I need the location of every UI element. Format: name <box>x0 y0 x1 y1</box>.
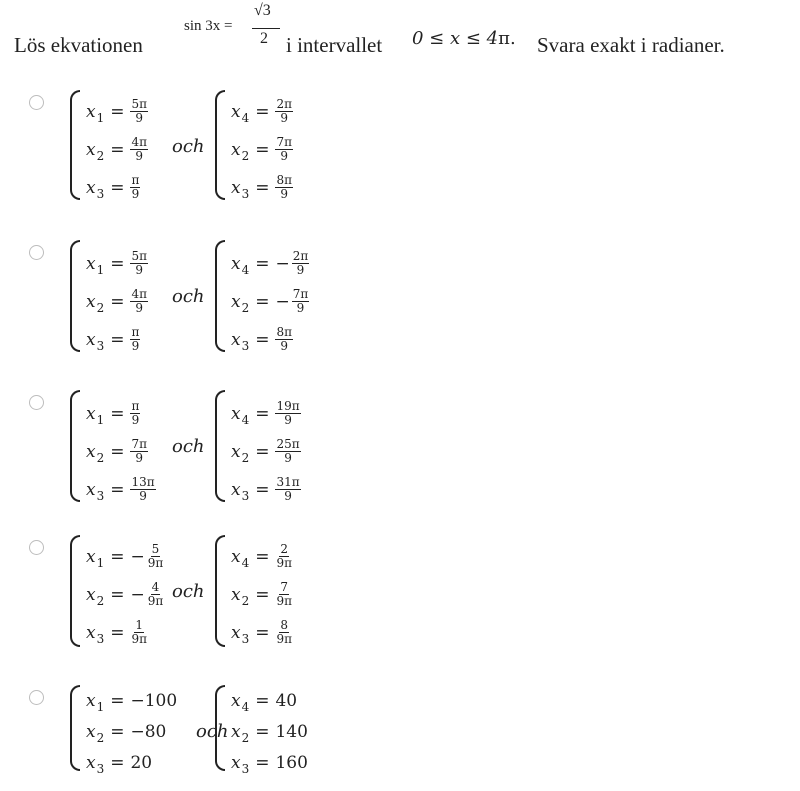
equation-row <box>231 400 301 427</box>
variable: $x_4$ <box>231 101 250 125</box>
subscript: 3 <box>241 631 250 646</box>
denominator: 9 <box>135 451 144 465</box>
interval-pi: π. <box>498 28 516 49</box>
brace <box>70 535 80 647</box>
equals-sign: = <box>255 479 270 500</box>
value: 140 <box>275 722 308 742</box>
brace <box>215 240 225 352</box>
subscript: 4 <box>241 700 250 714</box>
denominator: 9 <box>296 263 305 277</box>
denominator: 9 <box>280 149 289 163</box>
equation-row <box>231 250 309 277</box>
minus-sign: − <box>275 253 290 274</box>
fraction <box>147 581 165 608</box>
question-text-middle: i intervallet <box>286 33 383 57</box>
equation-row <box>231 476 301 503</box>
numerator: 7π <box>276 135 293 149</box>
equation-row <box>231 98 293 125</box>
och-label: och <box>172 136 205 157</box>
equation-row <box>86 581 164 608</box>
denominator: 9π <box>147 556 164 570</box>
numerator: 8π <box>276 173 293 187</box>
equation-row <box>86 250 148 277</box>
numerator: 4π <box>131 287 148 301</box>
equals-sign: = <box>110 753 125 773</box>
answer-option[interactable] <box>0 685 800 781</box>
equation-lhs: sin 3x = <box>184 18 233 34</box>
numerator: 8π <box>276 325 293 339</box>
subscript: 2 <box>241 148 250 163</box>
fraction <box>275 619 293 646</box>
equation-row <box>86 476 156 503</box>
fraction <box>130 326 140 353</box>
denominator: 9 <box>135 149 144 163</box>
subscript: 1 <box>96 110 105 125</box>
equation-row <box>86 400 140 427</box>
denominator: 9π <box>276 632 293 646</box>
equation-row <box>86 438 148 465</box>
left-system <box>70 685 200 776</box>
equation-row <box>231 174 293 201</box>
variable: $x_3$ <box>231 622 250 646</box>
equation-row <box>231 438 301 465</box>
variable: $x_2$ <box>86 291 105 315</box>
denominator: 9π <box>147 594 164 608</box>
numerator: 2 <box>280 542 289 556</box>
numerator: 4 <box>151 580 160 594</box>
fraction <box>130 98 148 125</box>
numerator: π <box>131 173 140 187</box>
equation-row <box>231 619 293 646</box>
equals-sign: = <box>110 584 125 605</box>
fraction <box>147 543 165 570</box>
variable: $x_2$ <box>86 722 105 745</box>
fraction <box>130 400 140 427</box>
numerator: 8 <box>280 618 289 632</box>
variable: $x_3$ <box>86 329 105 353</box>
minus-sign: − <box>275 291 290 312</box>
variable: $x_2$ <box>86 584 105 608</box>
subscript: 4 <box>241 412 250 427</box>
subscript: 3 <box>241 338 250 353</box>
equation-row <box>86 722 167 745</box>
denominator: 9 <box>280 111 289 125</box>
fraction <box>130 136 148 163</box>
subscript: 2 <box>241 593 250 608</box>
fraction <box>130 250 148 277</box>
denominator: 9 <box>280 339 289 353</box>
denominator: 9 <box>131 413 140 427</box>
denominator: 9 <box>284 451 292 465</box>
och-label: och <box>172 286 205 307</box>
right-system <box>215 685 345 776</box>
equals-sign: = <box>110 177 125 198</box>
interval-expression: 0 ≤ x ≤ 4 <box>412 28 499 49</box>
subscript: 2 <box>96 731 105 745</box>
equals-sign: = <box>255 253 270 274</box>
equation-numerator: √3 <box>254 2 271 19</box>
subscript: 3 <box>241 186 250 201</box>
variable: $x_2$ <box>86 441 105 465</box>
variable: $x_3$ <box>86 177 105 201</box>
brace <box>70 240 80 352</box>
denominator: 9π <box>276 594 293 608</box>
brace <box>70 390 80 502</box>
equals-sign: = <box>255 584 270 605</box>
equation-row <box>86 543 164 570</box>
variable: $x_3$ <box>86 479 105 503</box>
equals-sign: = <box>255 722 270 742</box>
denominator: 9 <box>131 187 140 201</box>
denominator: 9π <box>276 556 293 570</box>
equals-sign: = <box>110 622 125 643</box>
value: 20 <box>130 753 153 773</box>
equals-sign: = <box>255 622 270 643</box>
numerator: 31π <box>276 475 300 489</box>
denominator: 9 <box>284 489 292 503</box>
equals-sign: = <box>255 329 270 350</box>
equals-sign: = <box>110 691 125 711</box>
variable: $x_4$ <box>231 546 250 570</box>
och-label: och <box>172 436 205 457</box>
variable: $x_3$ <box>231 177 250 201</box>
equals-sign: = <box>110 253 125 274</box>
fraction <box>275 400 300 427</box>
subscript: 1 <box>96 555 105 570</box>
fraction <box>275 136 293 163</box>
variable: $x_3$ <box>231 479 250 503</box>
fraction <box>292 288 310 315</box>
subscript: 1 <box>96 412 105 427</box>
numerator: π <box>131 325 140 339</box>
denominator: 9 <box>280 187 289 201</box>
answer-option[interactable] <box>0 240 800 362</box>
fraction <box>292 250 310 277</box>
variable: $x_3$ <box>231 753 250 776</box>
fraction <box>130 174 140 201</box>
equation-row <box>86 174 140 201</box>
equals-sign: = <box>255 441 270 462</box>
equation-row <box>86 136 148 163</box>
subscript: 4 <box>241 555 250 570</box>
brace <box>70 90 80 200</box>
subscript: 1 <box>96 262 105 277</box>
fraction <box>275 476 300 503</box>
equals-sign: = <box>110 291 125 312</box>
variable: $x_3$ <box>86 622 105 646</box>
equation-row <box>231 722 308 745</box>
subscript: 4 <box>241 262 250 277</box>
question-text-end: Svara exakt i radianer. <box>537 33 725 57</box>
equals-sign: = <box>255 101 270 122</box>
subscript: 3 <box>96 631 105 646</box>
variable: $x_4$ <box>231 253 250 277</box>
denominator: 9 <box>296 301 305 315</box>
fraction <box>275 438 300 465</box>
numerator: 7π <box>131 437 148 451</box>
denominator: 9π <box>131 632 148 646</box>
fraction <box>275 174 293 201</box>
right-system <box>215 535 345 647</box>
equals-sign: = <box>110 546 125 567</box>
radio-button[interactable] <box>29 395 44 410</box>
equals-sign: = <box>255 691 270 711</box>
radio-button[interactable] <box>29 690 44 705</box>
equation-row <box>231 581 293 608</box>
value: −80 <box>130 722 167 742</box>
radio-button[interactable] <box>29 540 44 555</box>
numerator: 2π <box>292 249 309 263</box>
subscript: 2 <box>241 300 250 315</box>
radio-button[interactable] <box>29 245 44 260</box>
equation-row <box>231 753 308 776</box>
variable: $x_1$ <box>86 691 105 714</box>
equation-row <box>86 753 153 776</box>
subscript: 3 <box>241 488 250 503</box>
numerator: 19π <box>276 399 300 413</box>
fraction-bar <box>252 28 280 29</box>
equation-denominator: 2 <box>260 30 268 47</box>
variable: $x_2$ <box>231 441 250 465</box>
variable: $x_2$ <box>231 139 250 163</box>
fraction <box>275 326 293 353</box>
equals-sign: = <box>255 177 270 198</box>
numerator: 2π <box>276 97 293 111</box>
numerator: 13π <box>131 475 155 489</box>
equation-row <box>86 288 148 315</box>
variable: $x_2$ <box>231 584 250 608</box>
subscript: 3 <box>241 762 250 776</box>
subscript: 2 <box>241 731 250 745</box>
question-equation <box>184 2 284 62</box>
equation-row <box>86 326 140 353</box>
equation-row <box>231 136 293 163</box>
value: 160 <box>275 753 308 773</box>
variable: $x_2$ <box>231 291 250 315</box>
numerator: 7π <box>292 287 309 301</box>
equation-row <box>86 691 178 714</box>
variable: $x_4$ <box>231 403 250 427</box>
fraction <box>130 438 148 465</box>
subscript: 3 <box>96 186 105 201</box>
numerator: 5π <box>131 97 148 111</box>
equation-row <box>86 98 148 125</box>
subscript: 2 <box>96 450 105 465</box>
numerator: 5π <box>131 249 148 263</box>
fraction <box>130 619 148 646</box>
och-label: och <box>172 581 205 602</box>
variable: $x_1$ <box>86 403 105 427</box>
subscript: 2 <box>96 148 105 163</box>
variable: $x_1$ <box>86 253 105 277</box>
equation-row <box>231 326 293 353</box>
equation-row <box>86 619 148 646</box>
denominator: 9 <box>139 489 147 503</box>
brace <box>70 685 80 771</box>
question <box>14 0 794 70</box>
subscript: 2 <box>96 593 105 608</box>
minus-sign: − <box>130 546 145 567</box>
denominator: 9 <box>131 339 140 353</box>
numerator: 25π <box>276 437 300 451</box>
subscript: 4 <box>241 110 250 125</box>
subscript: 2 <box>96 300 105 315</box>
fraction <box>130 288 148 315</box>
equals-sign: = <box>110 479 125 500</box>
radio-button[interactable] <box>29 95 44 110</box>
answer-option[interactable] <box>0 90 800 210</box>
equals-sign: = <box>110 101 125 122</box>
value: 40 <box>275 691 298 711</box>
denominator: 9 <box>135 263 144 277</box>
numerator: 1 <box>135 618 144 632</box>
variable: $x_1$ <box>86 101 105 125</box>
equals-sign: = <box>110 329 125 350</box>
answer-option[interactable] <box>0 535 800 657</box>
variable: $x_2$ <box>86 139 105 163</box>
right-system <box>215 240 345 352</box>
equals-sign: = <box>255 291 270 312</box>
numerator: 4π <box>131 135 148 149</box>
equals-sign: = <box>255 546 270 567</box>
subscript: 1 <box>96 700 105 714</box>
equals-sign: = <box>255 403 270 424</box>
equals-sign: = <box>110 139 125 160</box>
fraction <box>275 543 293 570</box>
brace <box>215 90 225 200</box>
equals-sign: = <box>255 139 270 160</box>
fraction <box>130 476 155 503</box>
equation-row <box>231 543 293 570</box>
answer-option[interactable] <box>0 390 800 512</box>
equation-row <box>231 288 309 315</box>
minus-sign: − <box>130 584 145 605</box>
variable: $x_4$ <box>231 691 250 714</box>
equation-row <box>231 691 298 714</box>
subscript: 3 <box>96 762 105 776</box>
equals-sign: = <box>110 722 125 742</box>
brace <box>215 535 225 647</box>
numerator: 7 <box>280 580 289 594</box>
question-interval <box>412 28 516 49</box>
value: −100 <box>130 691 178 711</box>
question-text-start: Lös ekvationen <box>14 33 143 57</box>
subscript: 2 <box>241 450 250 465</box>
equals-sign: = <box>110 403 125 424</box>
equals-sign: = <box>255 753 270 773</box>
numerator: π <box>131 399 140 413</box>
variable: $x_3$ <box>231 329 250 353</box>
brace <box>215 390 225 502</box>
fraction <box>275 98 293 125</box>
equals-sign: = <box>110 441 125 462</box>
variable: $x_2$ <box>231 722 250 745</box>
right-system <box>215 390 345 502</box>
denominator: 9 <box>135 111 144 125</box>
och-label: och <box>196 721 229 742</box>
denominator: 9 <box>135 301 144 315</box>
variable: $x_1$ <box>86 546 105 570</box>
variable: $x_3$ <box>86 753 105 776</box>
right-system <box>215 90 345 200</box>
numerator: 5 <box>151 542 160 556</box>
subscript: 3 <box>96 488 105 503</box>
subscript: 3 <box>96 338 105 353</box>
denominator: 9 <box>284 413 292 427</box>
fraction <box>275 581 293 608</box>
